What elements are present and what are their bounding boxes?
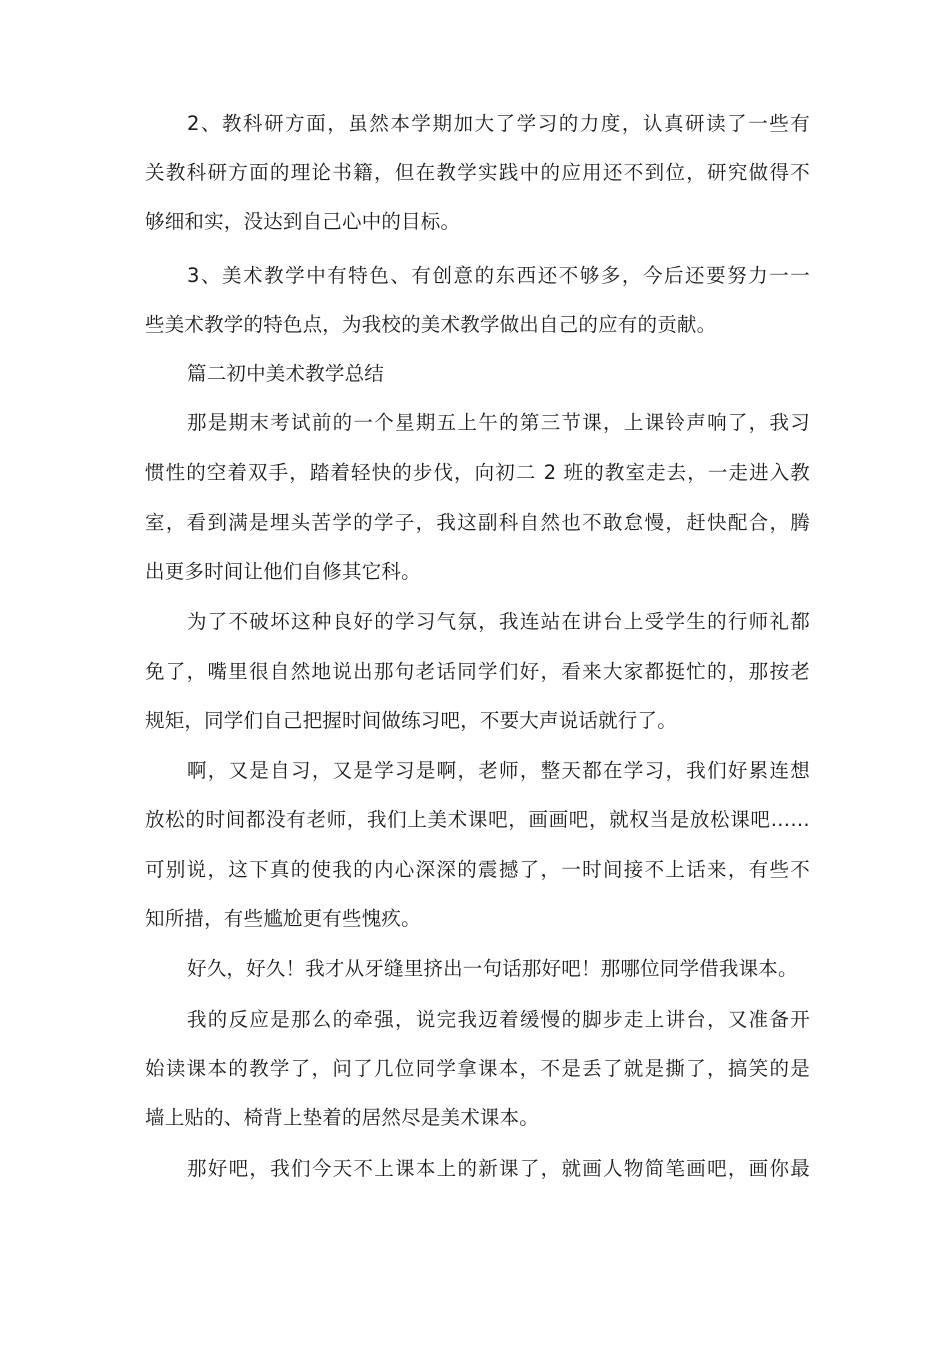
section-heading: 篇二初中美术教学总结 xyxy=(187,362,385,385)
text-line: 可别说，这下真的使我的内心深深的震撼了，一时间接不上话来，有些不 xyxy=(145,858,810,881)
text-line: 室，看到满是埋头苦学的学子，我这副科自然也不敢怠慢，赶快配合，腾 xyxy=(145,511,810,534)
text-line: 知所措，有些尴尬更有些愧疚。 xyxy=(145,907,421,930)
text-line: 为了不破坏这种良好的学习气氛，我连站在讲台上受学生的行师礼都 xyxy=(187,610,810,633)
text-line: 好久，好久！我才从牙缝里挤出一句话那好吧！那哪位同学借我课本。 xyxy=(187,957,798,980)
text-line: 啊，又是自习，又是学习是啊，老师，整天都在学习，我们好累连想 xyxy=(187,759,810,782)
text-line: 2、教科研方面，虽然本学期加大了学习的力度，认真研读了一些有 xyxy=(187,112,810,135)
text-line: 3、美术教学中有特色、有创意的东西还不够多，今后还要努力一一 xyxy=(187,264,810,287)
text-line: 墙上贴的、椅背上垫着的居然尽是美术课本。 xyxy=(145,1106,540,1129)
text-line: 些美术教学的特色点，为我校的美术教学做出自己的应有的贡献。 xyxy=(145,313,717,336)
text-line: 我的反应是那么的牵强，说完我迈着缓慢的脚步走上讲台，又准备开 xyxy=(187,1008,810,1031)
text-line: 规矩，同学们自己把握时间做练习吧，不要大声说话就行了。 xyxy=(145,709,677,732)
text-line: 那好吧，我们今天不上课本上的新课了，就画人物简笔画吧，画你最 xyxy=(187,1157,810,1180)
text-line: 出更多时间让他们自修其它科。 xyxy=(145,560,421,583)
text-line: 惯性的空着双手，踏着轻快的步伐，向初二 2 班的教室走去，一走进入教 xyxy=(145,461,810,484)
text-line: 关教科研方面的理论书籍，但在教学实践中的应用还不到位，研究做得不 xyxy=(145,161,810,184)
text-line: 那是期末考试前的一个星期五上午的第三节课，上课铃声响了，我习 xyxy=(187,411,810,434)
text-line: 够细和实，没达到自己心中的目标。 xyxy=(145,210,461,233)
text-line: 放松的时间都没有老师，我们上美术课吧，画画吧，就权当是放松课吧…… xyxy=(145,808,810,831)
text-line: 免了，嘴里很自然地说出那句老话同学们好，看来大家都挺忙的，那按老 xyxy=(145,660,810,683)
text-line: 始读课本的教学了，问了几位同学拿课本，不是丢了就是撕了，搞笑的是 xyxy=(145,1057,810,1080)
